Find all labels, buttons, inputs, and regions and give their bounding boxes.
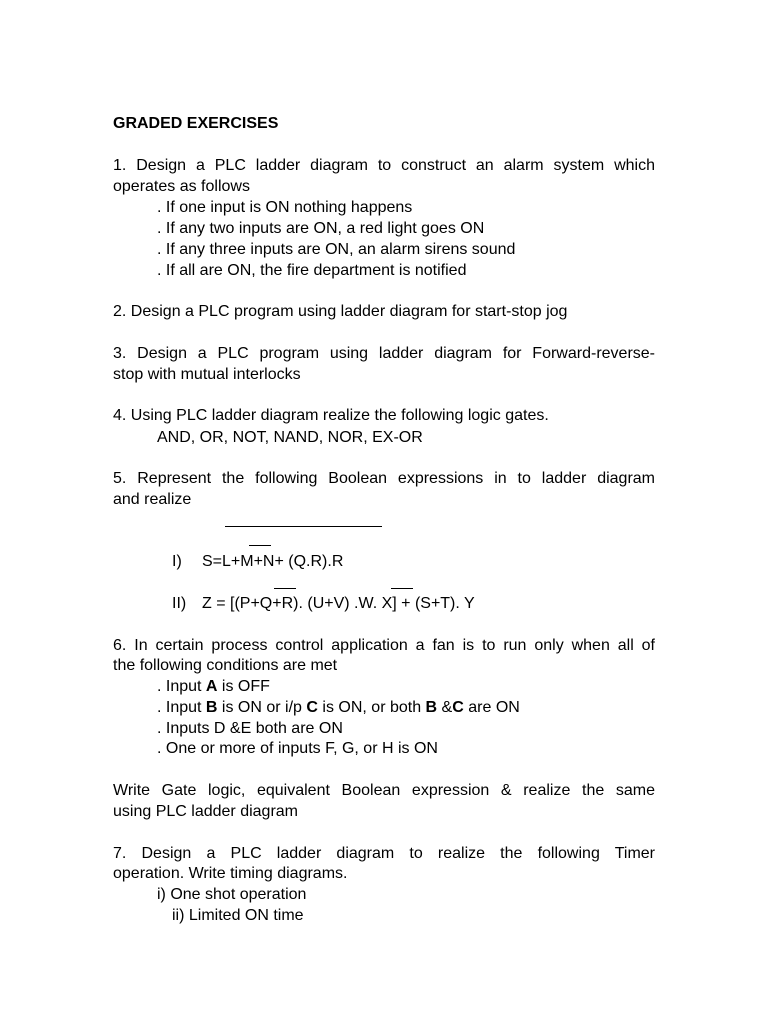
text-run: is ON, or both — [317, 699, 426, 716]
q6-write-line-1: Write Gate logic, equivalent Boolean expression & realize the same — [113, 782, 655, 799]
q1-bullet: . If all are ON, the fire department is notified — [157, 262, 467, 279]
overbar-line — [249, 545, 271, 546]
q5-line-1: 5. Represent the following Boolean expressions in to ladder diagram — [113, 470, 655, 487]
q6-line-2: the following conditions are met — [113, 657, 338, 674]
q5-line-2: and realize — [113, 491, 192, 508]
q1-bullet: . If one input is ON nothing happens — [157, 199, 413, 216]
q7-operation: i) One shot operation — [157, 886, 307, 903]
overbar-line — [391, 588, 413, 589]
q6-condition — [157, 698, 520, 718]
input-name: A — [205, 678, 218, 695]
q1-line-1: 1. Design a PLC ladder diagram to construct an alarm system which — [113, 157, 655, 174]
expr2-label: II) — [172, 595, 187, 612]
text-run: . Input — [157, 678, 206, 695]
q7-line-2: operation. Write timing diagrams. — [113, 865, 348, 882]
text-run: . Input — [157, 699, 206, 716]
q3-line-1: 3. Design a PLC program using ladder diagram for Forward-reverse- — [113, 345, 655, 362]
boolean-expression-1: S=L+M+N+ (Q.R).R — [202, 553, 344, 570]
q6-condition — [157, 677, 270, 697]
q6-condition: . Inputs D &E both are ON — [157, 720, 343, 737]
text-run: is ON or i/p — [217, 699, 307, 716]
overbar-line — [274, 588, 296, 589]
q6-write-line-2: using PLC ladder diagram — [113, 803, 298, 820]
input-name: B — [425, 699, 438, 716]
q4-gate-list: AND, OR, NOT, NAND, NOR, EX-OR — [157, 429, 423, 446]
input-name: C — [306, 699, 318, 716]
q1-bullet: . If any two inputs are ON, a red light goes ON — [157, 220, 485, 237]
q6-line-1: 6. In certain process control application a fan is to run only when all of — [113, 637, 655, 654]
q7-operation: ii) Limited ON time — [172, 907, 304, 924]
text-run: is OFF — [217, 678, 270, 695]
input-name: B — [205, 699, 218, 716]
boolean-expression-2: Z = [(P+Q+R). (U+V) .W. X] + (S+T). Y — [202, 595, 475, 612]
q4-line-1: 4. Using PLC ladder diagram realize the following logic gates. — [113, 407, 549, 424]
text-run: are ON — [463, 699, 520, 716]
q1-line-2: operates as follows — [113, 178, 250, 195]
expr1-label: I) — [172, 553, 182, 570]
q7-line-1: 7. Design a PLC ladder diagram to realize the following Timer — [113, 845, 655, 862]
q6-condition: . One or more of inputs F, G, or H is ON — [157, 740, 438, 757]
input-name: C — [452, 699, 464, 716]
q1-bullet: . If any three inputs are ON, an alarm sirens sound — [157, 241, 516, 258]
overbar-line — [225, 526, 382, 527]
text-run: & — [437, 699, 453, 716]
q3-line-2: stop with mutual interlocks — [113, 366, 301, 383]
q2-line: 2. Design a PLC program using ladder diagram for start-stop jog — [113, 303, 568, 320]
page-heading: GRADED EXERCISES — [113, 115, 279, 132]
